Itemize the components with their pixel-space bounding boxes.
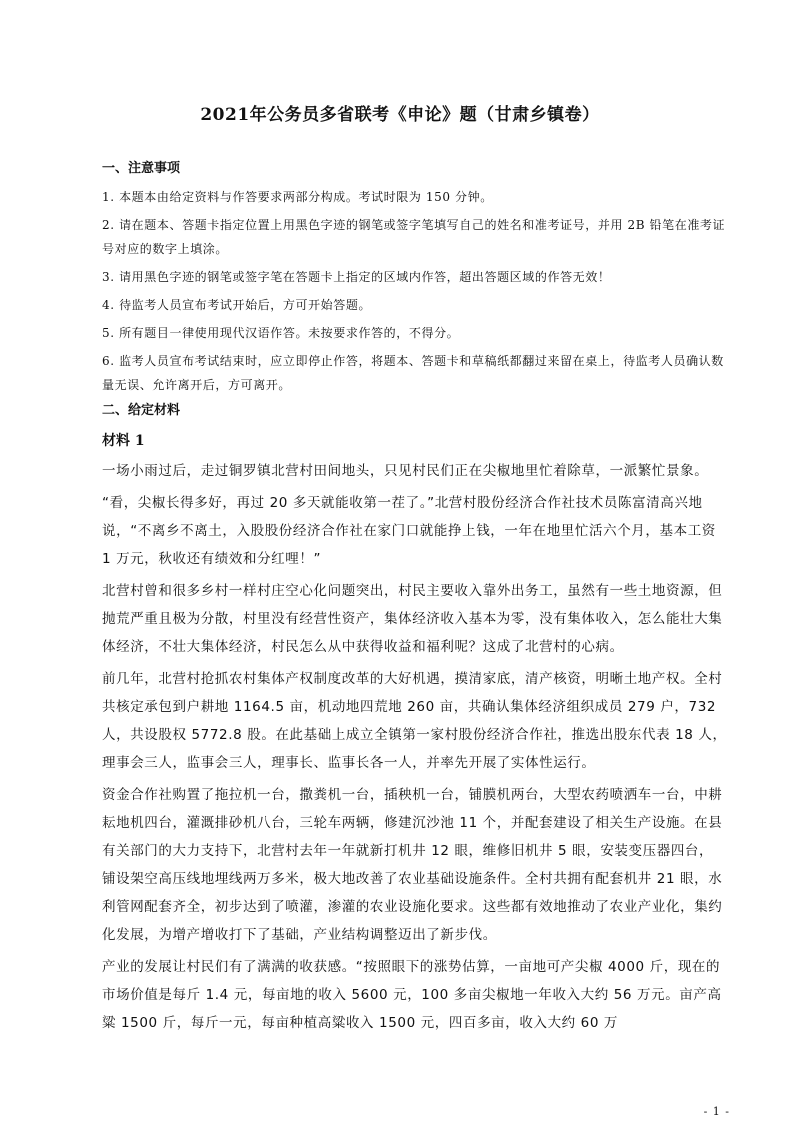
notice-item-5: 5. 所有题目一律使用现代汉语作答。未按要求作答的，不得分。 [102, 326, 460, 340]
page-number: - 1 - [703, 1105, 730, 1118]
notice-item-1: 1. 本题本由给定资料与作答要求两部分构成。考试时限为 150 分钟。 [102, 190, 493, 204]
material-paragraph-2: “看，尖椒长得多好，再过 20 多天就能收第一茬了。”北营村股份经济合作社技术员陈富清高兴地说，“不离乡不离土，入股股份经济合作社在家门口就能挣上钱，一年在地里忙活六个月，基本工资 1 万元，秋收还有绩效和分红哩！” [102, 495, 716, 567]
section-heading-notice: 一、注意事项 [102, 161, 181, 176]
notice-item-4: 4. 待监考人员宣布考试开始后，方可开始答题。 [102, 298, 372, 312]
document-title: 2021年公务员多省联考《申论》题（甘肃乡镇卷） [200, 105, 600, 125]
notice-item-2: 2. 请在题本、答题卡指定位置上用黑色字迹的钢笔或签字笔填写自己的姓名和准考证号，并用 2B 铅笔在准考证号对应的数字上填涂。 [102, 218, 726, 256]
material-paragraph-3: 北营村曾和很多乡村一样村庄空心化问题突出，村民主要收入靠外出务工，虽然有一些土地资源，但抛荒严重且极为分散，村里没有经营性资产，集体经济收入基本为零，没有集体收入，怎么能壮大集体经济，不壮大集体经济，村民怎么从中获得收益和福利呢？这成了北营村的心病。 [102, 583, 723, 655]
material-paragraph-5: 资金合作社购置了拖拉机一台，撒粪机一台，插秧机一台，铺膜机两台，大型农药喷洒车一台，中耕耘地机四台，灌溉排砂机八台，三轮车两辆，修建沉沙池 11 个，并配套建设了相关生产设施。在县有关部门的大力支持下，北营村去年一年就新打机井 12 眼，维修旧机井 5 眼，安装变压器四台，铺设架空高压线地埋线两万多米，极大地改善了农业基础设施条件。全村共拥有配套机井 21 眼，水利管网配套齐全，初步达到了喷灌，渗灌的农业设施化要求。这些都有效地推动了农业产业化，集约化发展，为增产增收打下了基础，产业结构调整迈出了新步伐。 [102, 787, 723, 943]
document-body [102, 157, 727, 1041]
material-paragraph-6: 产业的发展让村民们有了满满的收获感。“按照眼下的涨势估算，一亩地可产尖椒 4000 斤，现在的市场价值是每斤 1.4 元，每亩地的收入 5600 元，100 多亩尖椒地一年收入大约 56 万元。亩产高粱 1500 斤，每斤一元，每亩种植高粱收入 1500 元，四百多亩，收入大约 60 万 [102, 959, 722, 1031]
notice-item-3: 3. 请用黑色字迹的钢笔或签字笔在答题卡上指定的区域内作答，超出答题区域的作答无效！ [102, 270, 611, 284]
material-paragraph-1: 一场小雨过后，走过铜罗镇北营村田间地头，只见村民们正在尖椒地里忙着除草，一派繁忙景象。 [102, 463, 709, 479]
material-label: 材料 1 [102, 433, 145, 449]
notice-item-6: 6. 监考人员宣布考试结束时，应立即停止作答，将题本、答题卡和草稿纸都翻过来留在桌上，待监考人员确认数量无误、允许离开后，方可离开。 [102, 354, 724, 392]
material-paragraph-4: 前几年，北营村抢抓农村集体产权制度改革的大好机遇，摸清家底，清产核资，明晰土地产权。全村共核定承包到户耕地 1164.5 亩，机动地四荒地 260 亩，共确认集体经济组织成员 279 户，732 人，共设股权 5772.8 股。在此基础上成立全镇第一家村股份经济合作社，推选出股东代表 18 人，理事会三人，监事会三人，理事长、监事长各一人，并率先开展了实体性运行。 [102, 671, 727, 771]
section-heading-materials: 二、给定材料 [102, 403, 181, 418]
